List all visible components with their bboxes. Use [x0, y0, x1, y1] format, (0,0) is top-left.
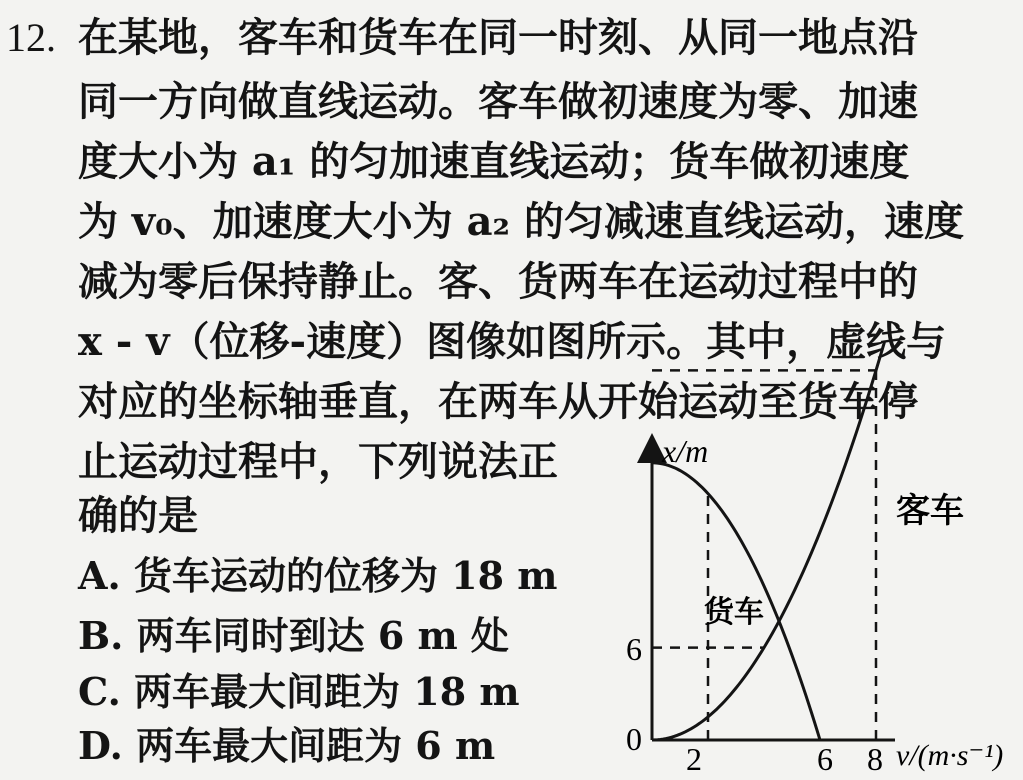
series-label-bus: 客车	[896, 493, 964, 530]
question-number: 12.	[6, 15, 56, 60]
series-line-bus	[652, 342, 884, 740]
y-tick-6: 6	[626, 631, 642, 667]
option-c-text: 两车最大间距为 18 m	[134, 669, 520, 714]
option-a-label: A.	[78, 553, 121, 598]
option-b-label: B.	[78, 613, 124, 658]
origin-label: 0	[626, 721, 642, 757]
option-d-text: 两车最大间距为 6 m	[136, 723, 496, 768]
x-tick-6: 6	[817, 741, 833, 777]
question-line-7: 对应的坐标轴垂直，在两车从开始运动至货车停	[78, 378, 918, 425]
question-line-5: 减为零后保持静止。客、货两车在运动过程中的	[78, 258, 918, 305]
question-line-4: 为 v₀、加速度大小为 a₂ 的匀减速直线运动，速度	[78, 198, 964, 245]
question-line-1: 在某地，客车和货车在同一时刻、从同一地点沿	[78, 14, 918, 61]
option-a-text: 货车运动的位移为 18 m	[133, 553, 558, 598]
x-tick-8: 8	[867, 741, 883, 777]
option-b-text: 两车同时到达 6 m 处	[136, 613, 509, 658]
y-axis-label: x/m	[662, 433, 709, 469]
question-line-3: 度大小为 a₁ 的匀加速直线运动；货车做初速度	[78, 138, 910, 185]
option-d-label: D.	[78, 723, 123, 768]
option-c-label: C.	[78, 669, 121, 714]
series-label-truck: 货车	[704, 596, 764, 629]
x-axis-label: v/(m·s⁻¹)	[896, 739, 1004, 772]
x-tick-2: 2	[686, 741, 702, 777]
question-line-2: 同一方向做直线运动。客车做初速度为零、加速	[78, 78, 918, 125]
question-line-6: x - v（位移-速度）图像如图所示。其中，虚线与	[78, 318, 947, 365]
question-line-8: 止运动过程中，下列说法正	[78, 438, 558, 485]
question-line-9: 确的是	[78, 492, 198, 539]
